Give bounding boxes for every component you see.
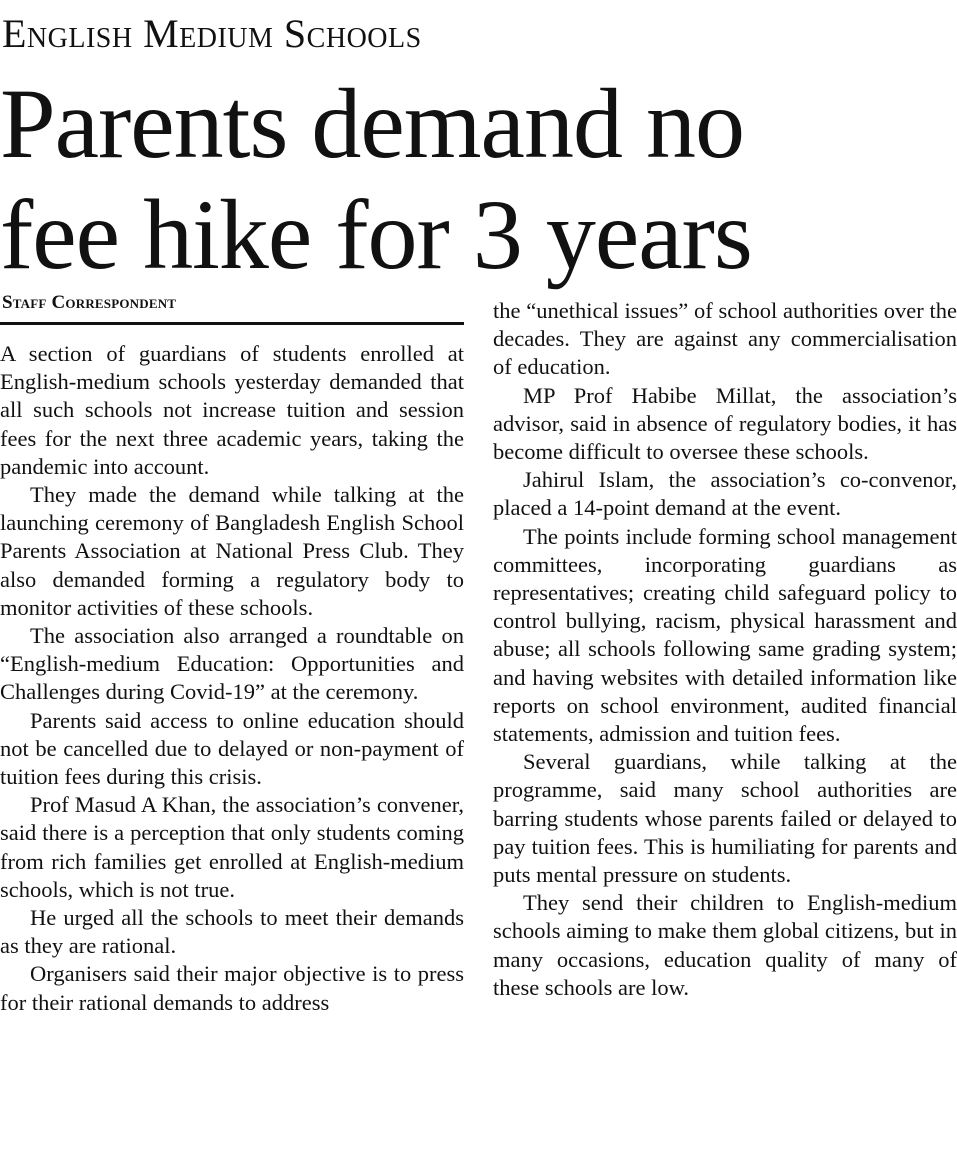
section-kicker: English Medium Schools <box>2 11 422 56</box>
headline-line: Parents demand no <box>0 68 744 179</box>
paragraph: Prof Masud A Khan, the association’s convener, said there is a perception that only students coming from rich families get enrolled at English-medium schools, which is not true. <box>0 792 464 902</box>
paragraph: Several guardians, while talking at the programme, said many school authorities are barring students whose parents failed or delayed to pay tuition fees. This is humiliating for parents and puts mental pressure on students. <box>493 749 957 888</box>
byline: Staff Correspondent <box>2 292 177 313</box>
paragraph: Jahirul Islam, the association’s co-convenor, placed a 14-point demand at the event. <box>493 467 957 521</box>
paragraph: Parents said access to online education should not be cancelled due to delayed or non-payment of tuition fees during this crisis. <box>0 707 464 790</box>
article-column-right <box>493 297 957 1002</box>
paragraph: A section of guardians of students enrolled at English-medium schools yesterday demanded that all such schools not increase tuition and session fees for the next three academic years, taking the pandemic into account. <box>0 341 464 479</box>
paragraph: He urged all the schools to meet their demands as they are rational. <box>0 905 464 959</box>
paragraph: MP Prof Habibe Millat, the association’s advisor, said in absence of regulatory bodies, it has become difficult to oversee these schools. <box>493 382 957 465</box>
paragraph: the “unethical issues” of school authorities over the decades. They are against any commercialisation of education. <box>493 298 957 380</box>
paragraph: Organisers said their major objective is to press for their rational demands to address <box>0 961 464 1015</box>
headline <box>0 68 950 290</box>
paragraph: They made the demand while talking at the launching ceremony of Bangladesh English School Parents Association at National Press Club. They also demanded forming a regulatory body to monitor activities of these schools. <box>0 482 464 620</box>
paragraph: They send their children to English-medium schools aiming to make them global citizens, but in many occasions, education quality of many of these schools are low. <box>493 890 957 1000</box>
headline-line: fee hike for 3 years <box>0 179 752 290</box>
paragraph: The points include forming school management committees, incorporating guardians as representatives; creating child safeguard policy to control bullying, racism, physical harassment and abuse; all schools following same grading system; and having websites with detailed information like reports on school environment, audited financial statements, admission and tuition fees. <box>493 523 957 747</box>
article-column-left <box>0 340 464 1017</box>
byline-divider <box>0 322 464 325</box>
paragraph: The association also arranged a roundtable on “English-medium Education: Opportunities and Challenges during Covid-19” at the ceremony. <box>0 623 464 705</box>
